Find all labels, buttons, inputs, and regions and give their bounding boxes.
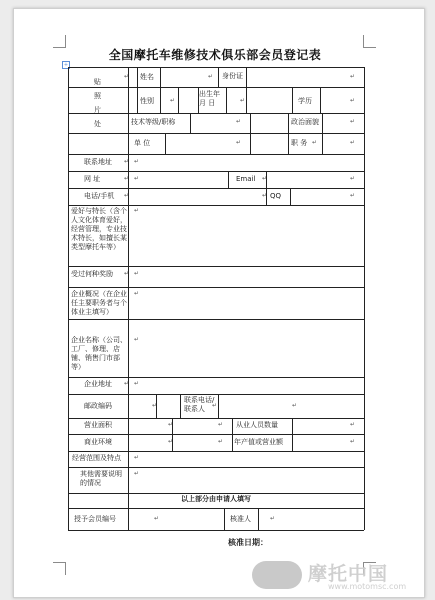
table-rule — [68, 394, 364, 395]
table-move-handle-icon[interactable]: + — [63, 62, 69, 68]
watermark — [250, 557, 430, 593]
label-gender: 性别 — [140, 97, 154, 105]
paragraph-mark: ↵ — [152, 402, 158, 409]
table-rule — [68, 418, 364, 419]
table-rule — [137, 67, 138, 113]
label-awards: 受过何种奖励 — [71, 270, 113, 278]
table-rule — [322, 133, 323, 154]
paragraph-mark: ↵ — [350, 421, 356, 428]
paragraph-mark: ↵ — [124, 158, 130, 165]
label-hobby: 爱好与特长（含个人文化体育爱好，经营管理，专业技术特长，如擅长某类型摩托车等） — [71, 207, 127, 251]
table-rule — [246, 67, 247, 87]
paragraph-mark: ↵ — [134, 380, 140, 387]
label-enterprise-address: 企业地址 — [84, 380, 112, 388]
table-rule — [128, 133, 364, 134]
table-rule — [224, 508, 225, 530]
paragraph-mark: ↵ — [124, 175, 130, 182]
paragraph-mark: ↵ — [168, 438, 174, 445]
paragraph-mark: ↵ — [134, 270, 140, 277]
table-rule — [190, 113, 191, 133]
label-contact: 联系电话/联系人 — [184, 396, 215, 413]
label-employer: 单 位 — [134, 139, 151, 147]
table-rule — [226, 87, 227, 113]
table-rule — [250, 113, 251, 133]
label-enterprise-name: 企业名称（公司、工厂、修理、店铺、销售门市部等） — [71, 336, 127, 371]
label-other: 其他需要说明的情况 — [80, 470, 122, 487]
label-email: Email — [236, 175, 256, 183]
paragraph-mark: ↵ — [350, 438, 356, 445]
paragraph-mark: ↵ — [350, 118, 356, 125]
watermark-brand: 摩托中国 — [308, 563, 389, 585]
label-area: 营业面积 — [84, 421, 112, 429]
table-rule — [68, 154, 364, 155]
table-rule — [68, 171, 364, 172]
paragraph-mark: ↵ — [124, 73, 130, 80]
label-approver: 核准人 — [230, 515, 251, 523]
paragraph-mark: ↵ — [350, 139, 356, 146]
label-political: 政治面貌 — [291, 118, 319, 126]
label-position: 职 务 — [291, 139, 308, 147]
label-environment: 商业环境 — [84, 438, 112, 446]
table-rule — [320, 87, 321, 113]
table-rule — [68, 508, 364, 509]
section-note: 以上部分由申请人填写 — [181, 495, 251, 503]
table-rule — [218, 67, 219, 87]
paragraph-mark: ↵ — [350, 192, 356, 199]
table-rule — [218, 394, 219, 418]
paragraph-mark: ↵ — [168, 421, 174, 428]
table-rule — [68, 434, 364, 435]
table-rule — [292, 87, 293, 113]
paragraph-mark: ↵ — [270, 515, 276, 522]
table-rule — [250, 133, 251, 154]
paragraph-mark: ↵ — [312, 139, 318, 146]
table-rule — [288, 133, 289, 154]
paragraph-mark: ↵ — [124, 380, 130, 387]
label-qq: QQ — [270, 192, 282, 200]
table-rule — [68, 319, 364, 320]
paragraph-mark: ↵ — [124, 192, 130, 199]
label-id-card: 身份证 — [222, 72, 243, 80]
paragraph-mark: ↵ — [262, 192, 268, 199]
table-rule — [68, 451, 364, 452]
label-birth-date: 出生年月 日 — [199, 90, 220, 107]
table-rule — [68, 67, 69, 530]
table-rule — [128, 113, 364, 114]
paragraph-mark: ↵ — [134, 470, 140, 477]
paragraph-mark: ↵ — [350, 73, 356, 80]
paragraph-mark: ↵ — [170, 97, 176, 104]
table-rule — [228, 171, 229, 188]
paragraph-mark: ↵ — [134, 175, 140, 182]
table-rule — [128, 508, 129, 530]
table-rule — [232, 418, 233, 451]
label-turnover: 年产值或营业额 — [234, 438, 283, 446]
paragraph-mark: ↵ — [218, 421, 224, 428]
table-rule — [160, 87, 161, 113]
table-rule — [68, 188, 364, 189]
label-staff: 从业人员数量 — [236, 421, 278, 429]
paragraph-mark: ↵ — [236, 139, 242, 146]
label-phone: 电话/手机 — [84, 192, 115, 200]
paragraph-mark: ↵ — [292, 402, 298, 409]
paragraph-mark: ↵ — [134, 158, 140, 165]
photo-placeholder-label: 贴 — [94, 78, 101, 86]
table-rule — [292, 418, 293, 451]
table-rule — [258, 508, 259, 530]
label-member-no: 授予会员编号 — [74, 515, 116, 523]
watermark-url: www.motomsc.com — [328, 582, 407, 591]
table-rule — [290, 188, 291, 205]
label-address: 联系地址 — [84, 158, 112, 166]
photo-placeholder-label: 处 — [94, 120, 101, 128]
photo-placeholder-label: 片 — [94, 106, 101, 114]
table-rule — [246, 87, 247, 113]
label-postcode: 邮政编码 — [84, 402, 112, 410]
label-website: 网 址 — [84, 175, 101, 183]
label-approval-date: 核准日期： — [228, 538, 268, 547]
paragraph-mark: ↵ — [134, 207, 140, 214]
paragraph-mark: ↵ — [350, 97, 356, 104]
paragraph-mark: ↵ — [124, 270, 130, 277]
table-rule — [68, 205, 364, 206]
watermark-logo-icon — [252, 561, 302, 589]
table-rule — [160, 67, 161, 87]
paragraph-mark: ↵ — [262, 175, 268, 182]
label-enterprise-overview: 企业概况（在企业任主要职务者与个体业主填写） — [71, 290, 127, 316]
paragraph-mark: ↵ — [134, 336, 140, 343]
table-rule — [68, 266, 364, 267]
label-tech-grade: 技术等级/职称 — [131, 118, 176, 126]
table-rule — [68, 530, 364, 531]
paragraph-mark: ↵ — [154, 515, 160, 522]
label-scope: 经营范围及特点 — [72, 454, 121, 462]
table-rule — [180, 394, 181, 418]
photo-placeholder-label: 照 — [94, 92, 101, 100]
table-rule — [68, 377, 364, 378]
table-rule — [165, 133, 166, 154]
table-rule — [68, 493, 364, 494]
label-education: 学历 — [298, 97, 312, 105]
table-rule — [364, 67, 365, 530]
form-title: 全国摩托车维修技术俱乐部会员登记表 — [108, 48, 322, 62]
paragraph-mark: ↵ — [212, 402, 218, 409]
table-rule — [288, 113, 289, 133]
table-rule — [128, 67, 129, 508]
paragraph-mark: ↵ — [350, 175, 356, 182]
paragraph-mark: ↵ — [134, 290, 140, 297]
paragraph-mark: ↵ — [208, 73, 214, 80]
paragraph-mark: ↵ — [236, 118, 242, 125]
paragraph-mark: ↵ — [134, 454, 140, 461]
table-rule — [178, 87, 179, 113]
paragraph-mark: ↵ — [218, 438, 224, 445]
table-rule — [68, 287, 364, 288]
crop-mark-bottom-left — [53, 562, 66, 575]
table-rule — [68, 467, 364, 468]
label-name: 姓名 — [140, 73, 154, 81]
paragraph-mark: ↵ — [240, 97, 246, 104]
